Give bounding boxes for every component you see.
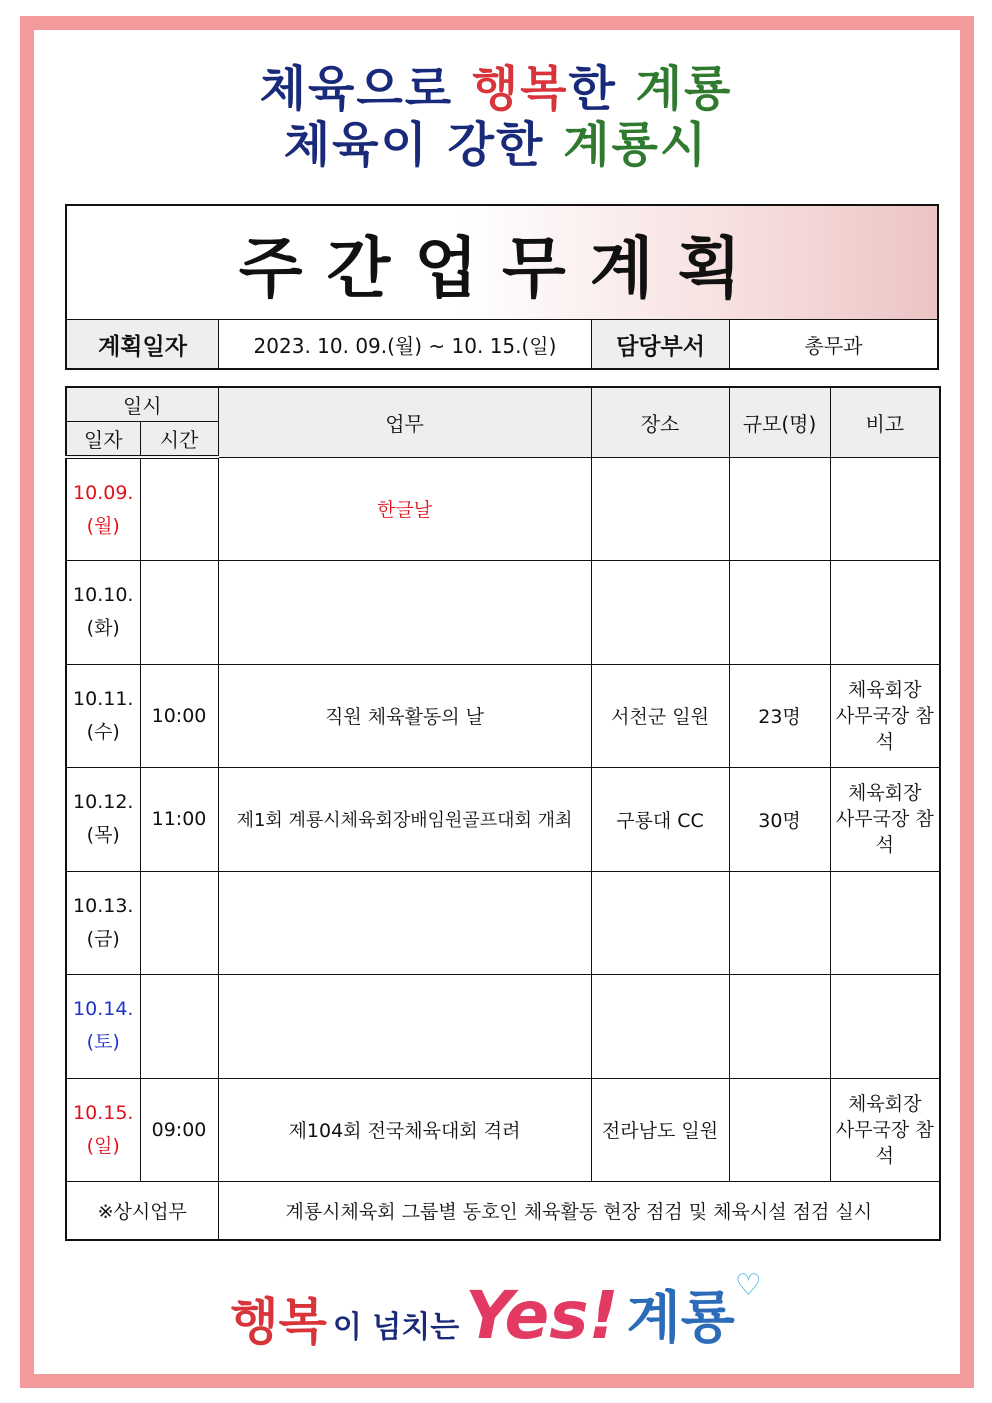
regular-task-row (66, 1182, 940, 1240)
note-line-2: 사무국장 참석 (835, 808, 934, 857)
size-cell: 30명 (729, 768, 830, 872)
slogan-word: 체육 (283, 117, 381, 173)
slogan-word: 한 (568, 61, 636, 117)
plan-date-value: 2023. 10. 09.(월) ~ 10. 15.(일) (219, 320, 592, 368)
task-cell (218, 871, 591, 975)
day-text: (수) (86, 720, 120, 743)
note-cell (830, 664, 940, 768)
table-row (66, 768, 940, 872)
title-box (65, 204, 939, 370)
task-cell: 제104회 전국체육대회 격려 (218, 1078, 591, 1182)
slogan-line-2 (0, 106, 992, 175)
date-cell (66, 768, 140, 872)
task-cell (218, 561, 591, 665)
time-cell (140, 457, 218, 561)
table-row (66, 1078, 940, 1182)
note-line-1: 체육회장 (848, 678, 922, 701)
task-cell: 직원 체육활동의 날 (218, 664, 591, 768)
task-cell: 제1회 계룡시체육회장배임원골프대회 개최 (218, 768, 591, 872)
size-cell (729, 871, 830, 975)
day-text: (금) (86, 927, 120, 950)
note-line-1: 체육회장 (848, 1092, 922, 1115)
page-title: 주간업무계획 (238, 230, 766, 307)
date-text: 10.10. (73, 584, 134, 607)
col-header-date: 일자 (66, 421, 140, 457)
day-text: (화) (86, 617, 120, 640)
note-cell (830, 975, 940, 1079)
dept-value: 총무과 (804, 333, 863, 358)
time-cell: 10:00 (140, 664, 218, 768)
dept-label: 담당부서 (592, 320, 730, 368)
place-cell (591, 975, 729, 1079)
day-text: (토) (86, 1031, 120, 1054)
col-header-task: 업무 (218, 387, 591, 457)
date-cell (66, 664, 140, 768)
date-cell (66, 975, 140, 1079)
header-row (66, 387, 940, 421)
plan-date-label: 계획일자 (67, 320, 219, 368)
heart-icon: ♡ (734, 1268, 762, 1303)
size-cell (729, 1078, 830, 1182)
date-text: 10.14. (73, 998, 134, 1021)
place-cell: 구룡대 CC (591, 768, 729, 872)
time-cell (140, 975, 218, 1079)
footer-slogan-word: 이 넘치는 (332, 1310, 460, 1345)
note-cell (830, 1078, 940, 1182)
col-header-time: 시간 (140, 421, 218, 457)
table-row (66, 975, 940, 1079)
note-cell (830, 561, 940, 665)
date-text: 10.09. (73, 481, 134, 504)
place-cell: 서천군 일원 (591, 664, 729, 768)
size-cell: 23명 (729, 664, 830, 768)
day-text: (일) (86, 1134, 120, 1157)
date-cell (66, 561, 140, 665)
place-cell: 전라남도 일원 (591, 1078, 729, 1182)
footer-slogan (0, 1262, 992, 1354)
slogan-word: 행복 (471, 61, 569, 117)
date-text: 10.12. (73, 791, 134, 814)
col-header-note: 비고 (830, 387, 940, 457)
footer-slogan-word: 계룡 (626, 1286, 735, 1351)
col-header-place: 장소 (591, 387, 729, 457)
schedule-table (65, 386, 941, 1241)
note-cell (830, 768, 940, 872)
date-text: 10.13. (73, 894, 134, 917)
footer-slogan-word: Yes! (465, 1277, 619, 1354)
size-cell (729, 457, 830, 561)
regular-task-value: 계룡시체육회 그룹별 동호인 체육활동 현장 점검 및 체육시설 점검 실시 (218, 1182, 940, 1240)
date-text: 10.11. (73, 687, 134, 710)
note-cell (830, 457, 940, 561)
task-cell (218, 975, 591, 1079)
day-text: (목) (86, 824, 120, 847)
note-line-2: 사무국장 참석 (835, 704, 934, 753)
time-cell (140, 871, 218, 975)
note-cell (830, 871, 940, 975)
date-cell (66, 1078, 140, 1182)
slogan-word: 이 강한 (380, 117, 564, 173)
time-cell: 09:00 (140, 1078, 218, 1182)
time-cell (140, 561, 218, 665)
regular-task-label: ※상시업무 (66, 1182, 218, 1240)
place-cell (591, 561, 729, 665)
plan-info-row (67, 320, 937, 368)
size-cell (729, 975, 830, 1079)
slogan-word: 체육 (259, 61, 357, 117)
date-cell (66, 457, 140, 561)
table-row (66, 457, 940, 561)
note-line-1: 체육회장 (848, 782, 922, 805)
table-row (66, 871, 940, 975)
col-header-datetime: 일시 (66, 387, 218, 421)
slogan-word: 계룡 (635, 61, 733, 117)
place-cell (591, 457, 729, 561)
title-band (67, 206, 937, 320)
task-cell: 한글날 (218, 457, 591, 561)
size-cell (729, 561, 830, 665)
footer-slogan-word: 행복 (230, 1293, 327, 1351)
place-cell (591, 871, 729, 975)
slogan-word: 으로 (356, 61, 472, 117)
table-row (66, 664, 940, 768)
note-line-2: 사무국장 참석 (835, 1118, 934, 1167)
date-text: 10.15. (73, 1101, 134, 1124)
slogan-word: 계룡시 (563, 117, 709, 173)
time-cell: 11:00 (140, 768, 218, 872)
day-text: (월) (86, 514, 120, 537)
col-header-size: 규모(명) (729, 387, 830, 457)
table-row (66, 561, 940, 665)
date-cell (66, 871, 140, 975)
